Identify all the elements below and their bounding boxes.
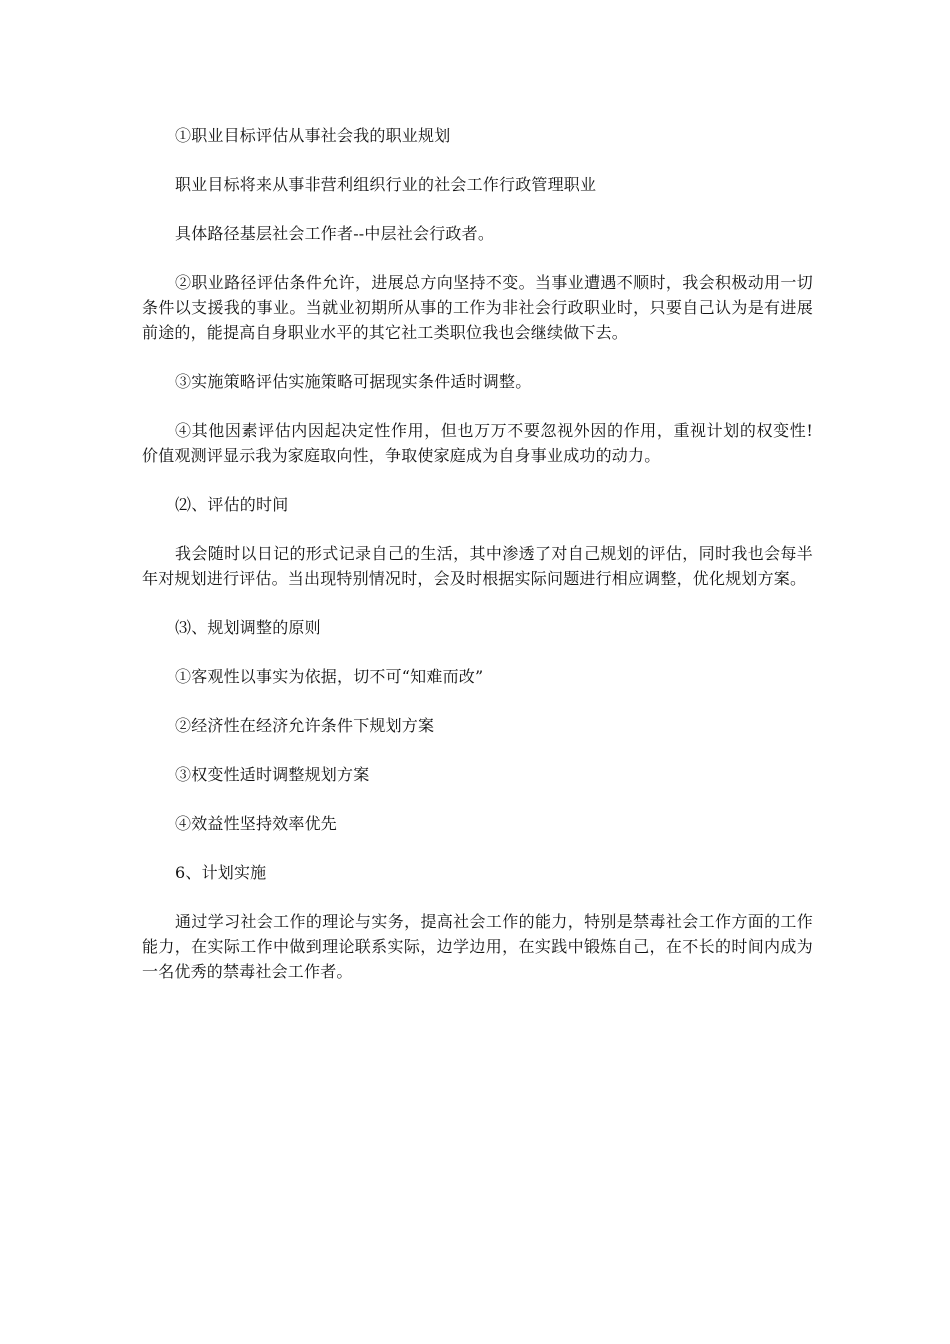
paragraph-principle-flexibility: ③权变性适时调整规划方案 bbox=[175, 765, 370, 784]
paragraph-principle-economy: ②经济性在经济允许条件下规划方案 bbox=[175, 716, 435, 735]
paragraph-principle-efficiency: ④效益性坚持效率优先 bbox=[175, 814, 338, 833]
heading-plan-implementation: 6、计划实施 bbox=[175, 863, 267, 882]
paragraph-evaluation-time: 我会随时以日记的形式记录自己的生活，其中渗透了对自己规划的评估，同时我也会每半年对规划进行评估。当出现特别情况时，会及时根据实际问题进行相应调整，优化规划方案。 bbox=[142, 544, 813, 588]
document-body bbox=[142, 123, 813, 1008]
paragraph-principle-objectivity: ①客观性以事实为依据，切不可“知难而改” bbox=[175, 667, 484, 686]
heading-evaluation-time: ⑵、评估的时间 bbox=[175, 495, 289, 514]
paragraph-plan-implementation: 通过学习社会工作的理论与实务，提高社会工作的能力，特别是禁毒社会工作方面的工作能力，在实际工作中做到理论联系实际，边学边用，在实践中锻炼自己，在不长的时间内成为一名优秀的禁毒社会工作者。 bbox=[142, 912, 813, 981]
paragraph-strategy-evaluation: ③实施策略评估实施策略可据现实条件适时调整。 bbox=[175, 372, 532, 391]
paragraph-specific-path: 具体路径基层社会工作者--中层社会行政者。 bbox=[175, 224, 495, 243]
paragraph-other-factors-evaluation: ④其他因素评估内因起决定性作用，但也万万不要忽视外因的作用，重视计划的权变性!价值观测评显示我为家庭取向性，争取使家庭成为自身事业成功的动力。 bbox=[142, 421, 813, 465]
heading-adjustment-principles: ⑶、规划调整的原则 bbox=[175, 618, 321, 637]
paragraph-career-goal-evaluation: ①职业目标评估从事社会我的职业规划 bbox=[175, 126, 451, 145]
paragraph-career-path-evaluation: ②职业路径评估条件允许，进展总方向坚持不变。当事业遭遇不顺时，我会积极动用一切条件以支援我的事业。当就业初期所从事的工作为非社会行政职业时，只要自己认为是有进展前途的，能提高自身职业水平的其它社工类职位我也会继续做下去。 bbox=[142, 273, 813, 342]
paragraph-career-goal: 职业目标将来从事非营利组织行业的社会工作行政管理职业 bbox=[175, 175, 597, 194]
